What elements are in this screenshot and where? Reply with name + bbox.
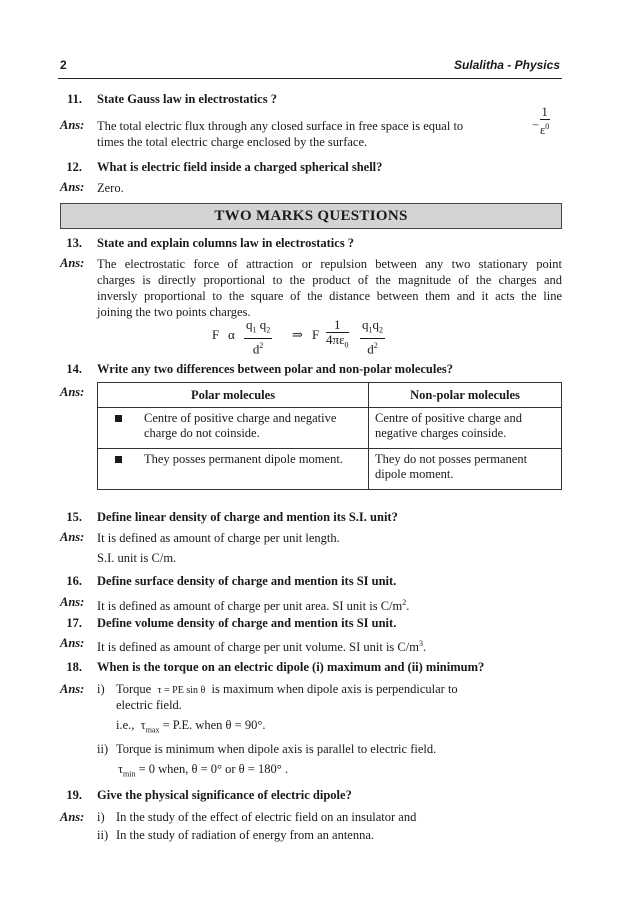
header-rule (58, 78, 562, 79)
question-number: 14. (66, 362, 82, 376)
answer-text: times the total electric charge enclosed by the surface. (97, 135, 368, 149)
question-text: Define surface density of charge and mention its SI unit. (97, 574, 397, 588)
question-text: Define volume density of charge and mention its SI unit. (97, 616, 397, 630)
answer-label: Ans: (60, 595, 85, 609)
question-number: 15. (66, 510, 82, 524)
square-bullet-icon (115, 456, 122, 463)
answer-label: Ans: (60, 636, 85, 650)
section-banner (60, 203, 562, 229)
formula-F: F (212, 327, 220, 342)
answer-line: inversly proportional to the square of the distance between them and it acts the line (97, 289, 562, 303)
answer-text: electric field. (116, 698, 182, 712)
answer-text: Torque τ = PE sin θ is maximum when dipole axis is perpendicular to (116, 682, 458, 696)
question-number: 13. (66, 236, 82, 250)
answer-text: It is defined as amount of charge per unit area. SI unit is $C/m^2$. (97, 598, 410, 614)
answer-text: Zero. (97, 181, 124, 195)
square-bullet-icon (115, 415, 122, 422)
answer-text: It is defined as amount of charge per unit length. (97, 531, 340, 545)
answer-text: In the study of the effect of electric field on an insulator and (116, 810, 417, 824)
table-header: Polar molecules (98, 383, 369, 408)
answer-label: Ans: (60, 682, 85, 696)
formula-F: F (312, 327, 320, 342)
table-cell: They do not posses permanent dipole moment. (369, 449, 562, 490)
answer-line: charges is directly proportional to the product of the magnitude of the charges and (97, 273, 562, 287)
answer-line: joining the two points charges. (97, 305, 251, 319)
frac-denominator: ε (540, 123, 546, 138)
question-number: 19. (66, 788, 82, 802)
answer-label: Ans: (60, 256, 85, 270)
formula-fraction: $\frac{q_1 q_2}{d^2}$ (246, 317, 271, 356)
question-number: 18. (66, 660, 82, 674)
answer-text: The total electric flux through any closed surface in free space is equal to (97, 119, 464, 133)
table-cell: They posses permanent dipole moment. (138, 449, 369, 490)
answer-line: The electrostatic force of attraction or repulsion between any two stationary point (97, 257, 562, 271)
list-marker: ii) (97, 742, 109, 756)
answer-text: Torque is minimum when dipole axis is parallel to electric field. (116, 742, 437, 756)
question-text: Give the physical significance of electric dipole? (97, 788, 352, 802)
list-marker: i) (97, 810, 105, 824)
coulomb-formula (212, 318, 412, 354)
question-text: What is electric field inside a charged spherical shell? (97, 160, 383, 174)
frac-sup: 0 (545, 122, 550, 131)
table-row (98, 449, 562, 490)
bullet-cell (98, 449, 139, 490)
page-number: 2 (60, 58, 67, 72)
question-text: State Gauss law in electrostatics ? (97, 92, 277, 106)
answer-label: Ans: (60, 530, 85, 544)
question-text: Write any two differences between polar and non-polar molecules? (97, 362, 453, 376)
question-text: State and explain columns law in electrostatics ? (97, 236, 355, 250)
question-number: 12. (66, 160, 82, 174)
running-header-title: Sulalitha - Physics (453, 58, 560, 72)
table-cell: Centre of positive charge and negative charge do not coinside. (138, 408, 369, 449)
bullet-cell (98, 408, 139, 449)
tau-max-equation: i.e., $\tau_{max} = P.E$. when θ = 90°. (116, 718, 266, 735)
question-number: 16. (66, 574, 82, 588)
answer-label: Ans: (60, 118, 85, 132)
question-number: 11. (67, 92, 82, 106)
tau-min-equation: $\tau_{min} = 0$ when, θ = 0° or θ = 180° . (118, 762, 288, 779)
formula-fraction: $\frac{q_1q_2}{d^2}$ (362, 317, 383, 356)
implies-symbol: ⇒ (292, 327, 303, 342)
table-cell: Centre of positive charge and negative charges coinside. (369, 408, 562, 449)
answer-text: It is defined as amount of charge per unit volume. SI unit is $C/m^3$. (97, 639, 427, 655)
list-marker: i) (97, 682, 105, 696)
frac-numerator: 1 (541, 105, 548, 119)
list-marker: ii) (97, 828, 109, 842)
comparison-table (97, 382, 562, 490)
answer-label: Ans: (60, 810, 85, 824)
section-title: TWO MARKS QUESTIONS (214, 208, 408, 224)
answer-label: Ans: (60, 385, 85, 399)
answer-text: S.I. unit is C/m. (97, 551, 177, 565)
answer-text: In the study of radiation of energy from an antenna. (116, 828, 375, 842)
fraction-one-over-epsilon: − $\frac{1}{\varepsilon^0}$ (532, 105, 550, 138)
question-number: 17. (66, 616, 82, 630)
answer-label: Ans: (60, 180, 85, 194)
question-text: Define linear density of charge and mention its S.I. unit? (97, 510, 398, 524)
table-header: Non-polar molecules (369, 383, 562, 408)
question-text: When is the torque on an electric dipole (i) maximum and (ii) minimum? (97, 660, 485, 674)
formula-alpha: α (228, 327, 235, 342)
table-row (98, 408, 562, 449)
formula-constant-fraction: $\frac{1}{4\pi\varepsilon_0}$ (326, 317, 349, 350)
table-header-row (98, 383, 562, 408)
